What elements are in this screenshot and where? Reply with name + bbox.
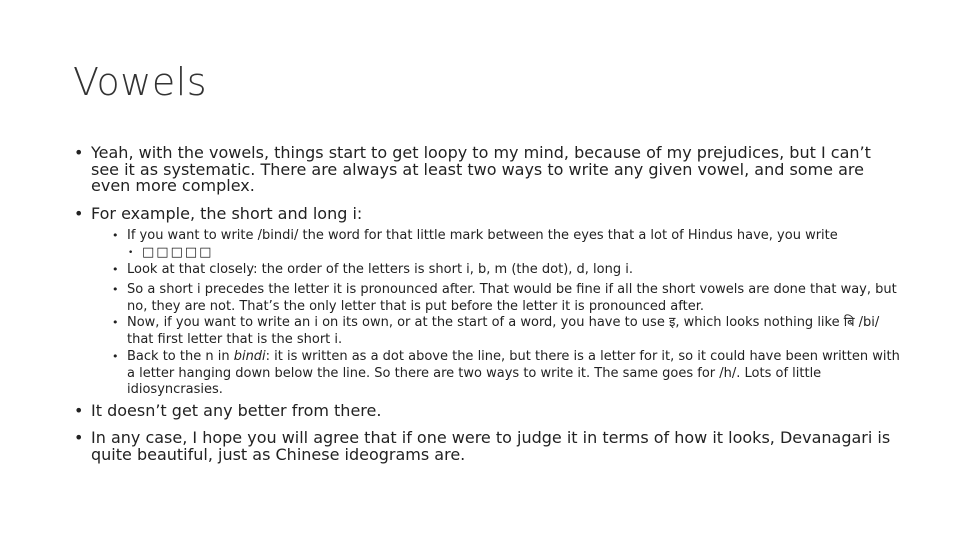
bullet-dot: • [112, 283, 119, 296]
bullet-item [74, 430, 894, 463]
sub-bullet-text [127, 349, 902, 399]
bullet-dot: • [112, 229, 119, 242]
sub-bullet-item [112, 228, 902, 245]
bullet-dot: • [128, 248, 134, 258]
sub-bullet-text: If you want to write /bindi/ the word for that little mark between the eyes that a lot of Hindus have, you write [127, 228, 838, 243]
bullet-text: It doesn’t get any better from there. [91, 401, 382, 420]
text-run: Back to the n in [127, 349, 234, 364]
sub-bullet-text: So a short i precedes the letter it is pronounced after. That would be fine if all the short vowels are done that way, but no, they are not. That’s the only letter that is put before the letter it is pronounced after. [127, 282, 897, 314]
bullet-text: For example, the short and long i: [91, 204, 363, 223]
bullet-text: Yeah, with the vowels, things start to get loopy to my mind, because of my prejudices, but I can’t see it as systematic. There are always at least two ways to write any given vowel, and some are even more complex. [91, 143, 871, 195]
bullet-dot: • [112, 350, 119, 363]
text-run: : it is written as a dot above the line, but there is a letter for it, so it could have been written with a letter hanging down below the line. So there are two ways to write it. The same goes for /h/. Lots of little idiosyncrasies. [127, 349, 900, 398]
bullet-item [74, 206, 894, 223]
sub-sub-bullet-item [128, 245, 728, 261]
bullet-item [74, 403, 894, 420]
sub-bullet-item [112, 315, 902, 348]
sub-bullet-text: Now, if you want to write an i on its own, or at the start of a word, you have to use इ, which looks nothing like बि /bi/ that first letter that is the short i. [127, 315, 880, 347]
sub-bullet-text: Look at that closely: the order of the letters is short i, b, m (the dot), d, long i. [127, 262, 633, 277]
bullet-dot: • [112, 316, 119, 329]
bullet-dot: • [112, 263, 119, 276]
sub-bullet-item [112, 349, 902, 399]
bullet-text: In any case, I hope you will agree that if one were to judge it in terms of how it looks, Devanagari is quite beautiful, just as Chinese ideograms are. [91, 428, 891, 464]
bullet-dot: • [74, 401, 84, 420]
sub-bullet-item [112, 282, 902, 315]
slide-title: Vowels [73, 60, 208, 104]
bullet-dot: • [74, 428, 84, 447]
bullet-dot: • [74, 143, 84, 162]
sub-bullet-item [112, 262, 902, 279]
bullet-dot: • [74, 204, 84, 223]
devanagari-word: □□□□□ [142, 245, 214, 260]
bullet-item [74, 145, 894, 195]
italic-word: bindi [233, 349, 266, 364]
